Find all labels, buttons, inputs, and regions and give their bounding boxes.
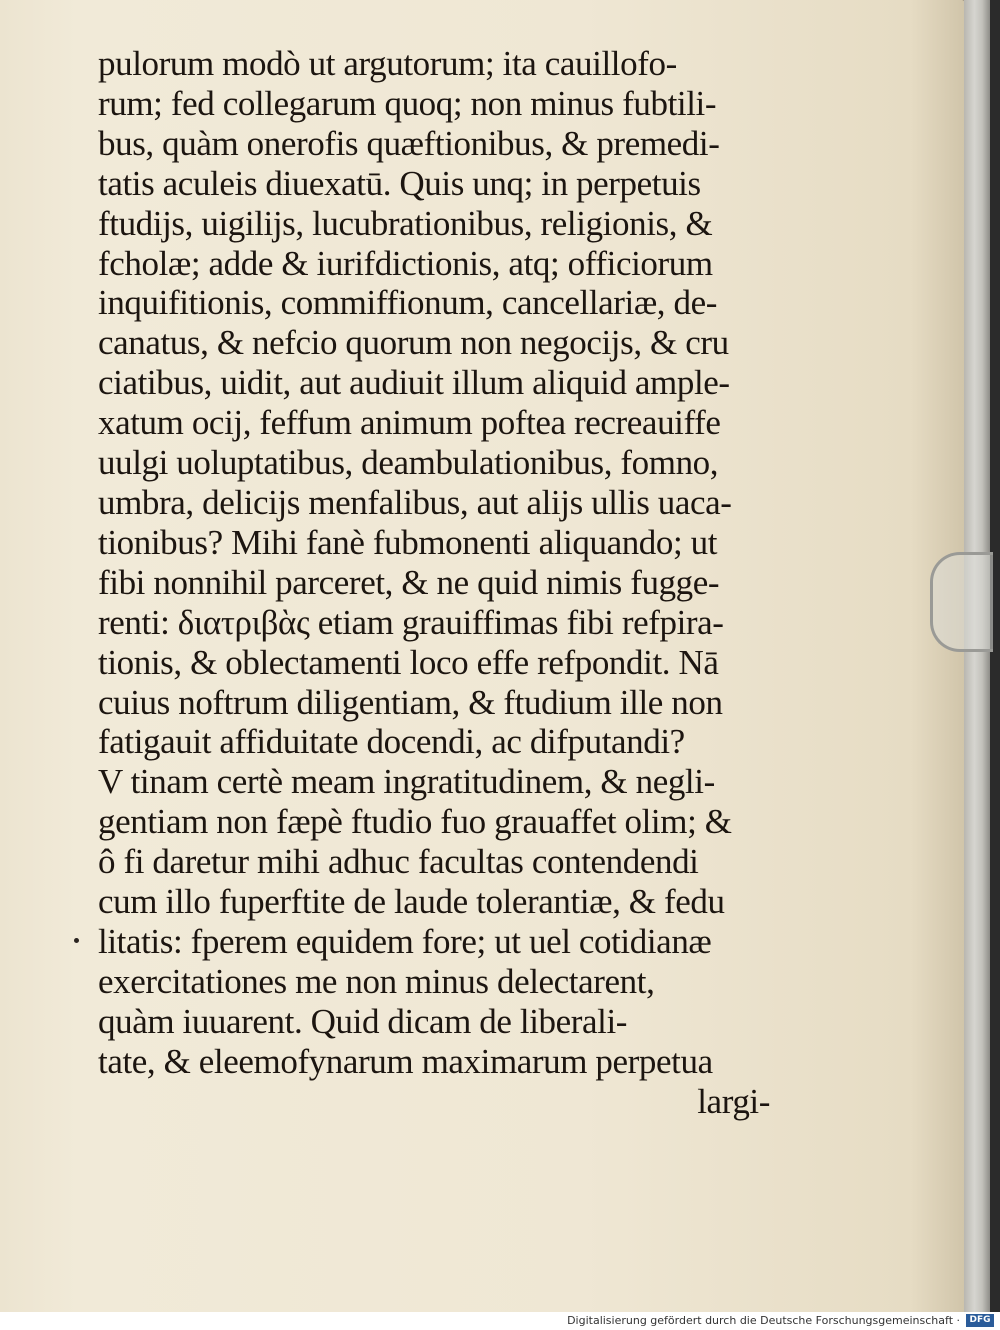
text-line: ô fi daretur mihi adhuc facultas contendendi [98,842,699,882]
text-line: litatis: fperem equidem fore; ut uel cotidianæ [98,921,712,961]
text-line: V tinam certè meam ingratitudinem, & negli- [98,762,715,802]
text-line: tate, & eleemofynarum maximarum perpetua [98,1041,713,1081]
text-line: cuius noftrum diligentiam, & ftudium ille non [98,682,723,722]
text-line: fcholæ; adde & iurifdictionis, atq; officiorum [98,243,713,283]
text-line: rum; fed collegarum quoq; non minus fubtili- [98,83,717,123]
ink-speck [74,938,79,943]
text-line: cum illo fuperftite de laude tolerantiæ, & fedu [98,882,725,922]
text-line: canatus, & nefcio quorum non negocijs, & cru [98,323,729,363]
text-line: xatum ocij, feffum animum poftea recreauiffe [98,403,721,443]
text-line: tatis aculeis diuexatū. Quis unq; in perpetuis [98,163,701,203]
paper-clip [930,552,993,652]
text-line: pulorum modò ut argutorum; ita cauillofo- [98,44,677,83]
page-edge [964,0,990,1312]
text-line: bus, quàm onerofis quæftionibus, & premedi- [98,123,720,163]
catchword: largi- [697,1081,770,1121]
text-line: ftudijs, uigilijs, lucubrationibus, religionis, & [98,203,713,243]
text-line: inquifitionis, commiffionum, cancellariæ, de- [98,283,717,323]
dfg-logo: DFG [966,1314,994,1327]
text-line: uulgi uoluptatibus, deambulationibus, fomno, [98,443,719,483]
text-line: tionis, & oblectamenti loco effe refpondit. Nā [98,642,719,682]
text-line: exercitationes me non minus delectarent, [98,961,655,1001]
text-line: ciatibus, uidit, aut audiuit illum aliquid ample- [98,363,730,403]
text-line: umbra, delicijs menfalibus, aut alijs ullis uaca- [98,482,732,522]
text-line: quàm iuuarent. Quid dicam de liberali- [98,1001,628,1041]
text-line: tionibus? Mihi fanè fubmonenti aliquando; ut [98,522,718,562]
text-line: renti: διατριβὰς etiam grauiffimas fibi refpira- [98,602,724,642]
page-text [98,44,778,1121]
text-line: fibi nonnihil parceret, & ne quid nimis fugge- [98,562,720,602]
funding-notice: Digitalisierung gefördert durch die Deutsche Forschungsgemeinschaft · [567,1314,960,1327]
footer-bar [0,1312,1000,1330]
text-line: fatigauit affiduitate docendi, ac difputandi? [98,722,685,762]
text-line: gentiam non fæpè ftudio fuo grauaffet olim; & [98,802,732,842]
